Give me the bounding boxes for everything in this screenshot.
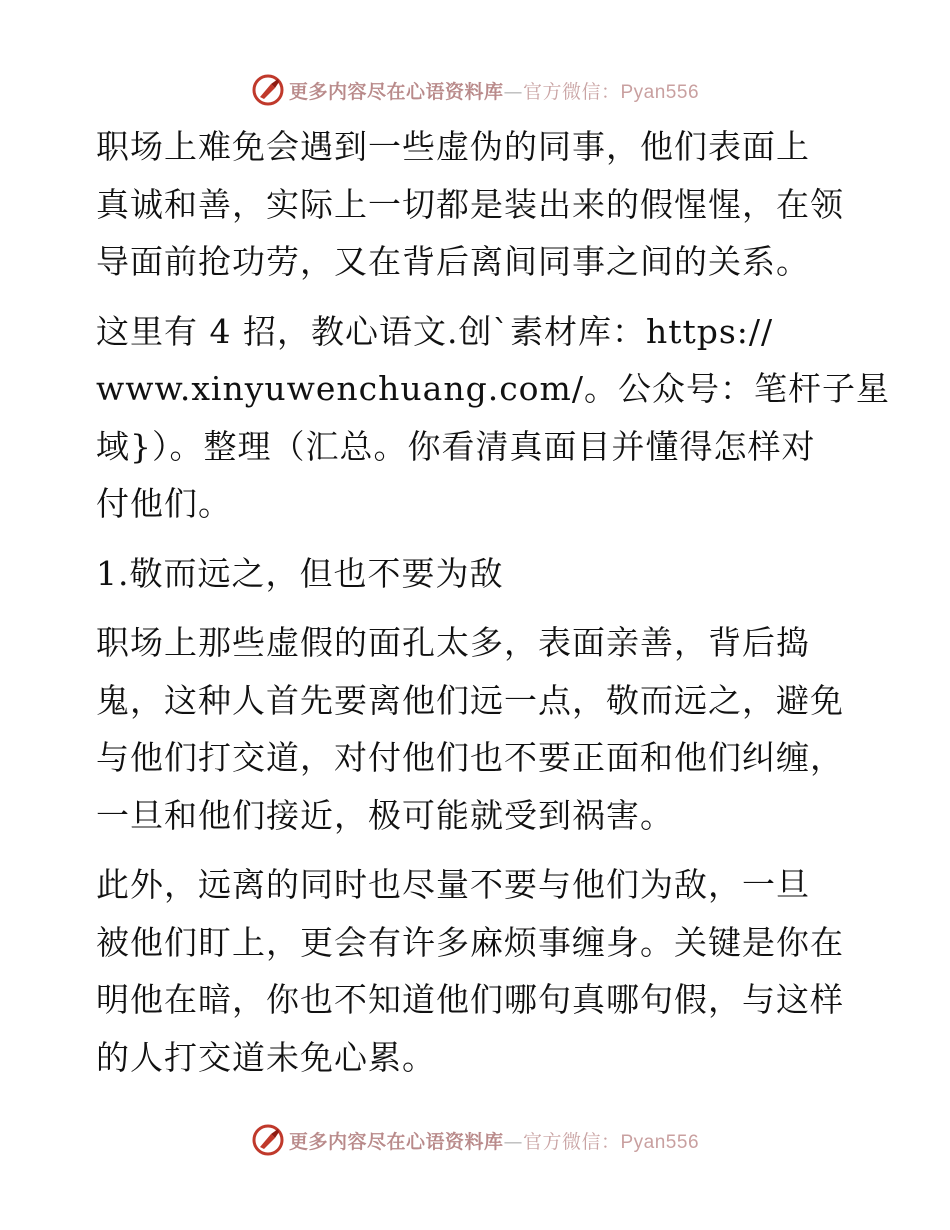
banner-dash: — <box>503 1130 523 1153</box>
pen-nib-logo-icon <box>251 1123 285 1157</box>
paragraph-source <box>96 303 890 533</box>
footer-banner <box>0 1120 950 1160</box>
document-body <box>96 118 890 1098</box>
text-line: 职场上那些虚假的面孔太多，表面亲善，背后捣 <box>96 623 810 662</box>
text-line: 1.敬而远之，但也不要为敌 <box>96 553 504 593</box>
banner-rest-text: 官方微信： <box>522 1130 621 1153</box>
text-line: 鬼，这种人首先要离他们远一点，敬而远之，避免 <box>96 680 844 720</box>
text-line: 职场上难免会遇到一些虚伪的同事，他们表面上 <box>96 127 810 166</box>
paragraph-body-1 <box>96 614 856 844</box>
section-heading <box>96 545 856 603</box>
text-line: 明他在暗，你也不知道他们哪句真哪句假，与这样 <box>96 980 844 1019</box>
footer-banner-text <box>289 1127 699 1154</box>
text-line: 一旦和他们接近，极可能就受到祸害。 <box>96 795 674 835</box>
text-line: www.xinyuwenchuang.com/。公众号：笔杆子星 <box>96 369 890 408</box>
banner-wechat-id: Pyan556 <box>620 81 700 103</box>
banner-strong-text: 更多内容尽在心语资料库 <box>288 1130 504 1153</box>
text-line: 导面前抢功劳，又在背后离间同事之间的关系。 <box>96 242 810 281</box>
text-line: 的人打交道未免心累。 <box>96 1037 436 1077</box>
text-line: 这里有 4 招，教心语文.创`素材库：https:// <box>96 311 774 351</box>
banner-dash: — <box>503 80 523 103</box>
banner-wechat-id: Pyan556 <box>620 1131 700 1153</box>
text-line: 付他们。 <box>96 484 232 523</box>
header-banner-text <box>289 77 699 104</box>
text-line: 此外，远离的同时也尽量不要与他们为敌，一旦 <box>96 865 810 904</box>
text-line: 与他们打交道，对付他们也不要正面和他们纠缠， <box>96 738 844 777</box>
banner-rest-text: 官方微信： <box>522 80 621 103</box>
text-line: 真诚和善，实际上一切都是装出来的假惺惺，在领 <box>96 184 844 224</box>
paragraph-body-2 <box>96 856 856 1086</box>
header-banner <box>0 70 950 110</box>
paragraph-intro <box>96 118 856 291</box>
pen-nib-logo-icon <box>251 73 285 107</box>
text-line: 域}）。整理（汇总。你看清真面目并懂得怎样对 <box>96 426 816 466</box>
banner-strong-text: 更多内容尽在心语资料库 <box>288 80 504 103</box>
text-line: 被他们盯上，更会有许多麻烦事缠身。关键是你在 <box>96 922 844 962</box>
